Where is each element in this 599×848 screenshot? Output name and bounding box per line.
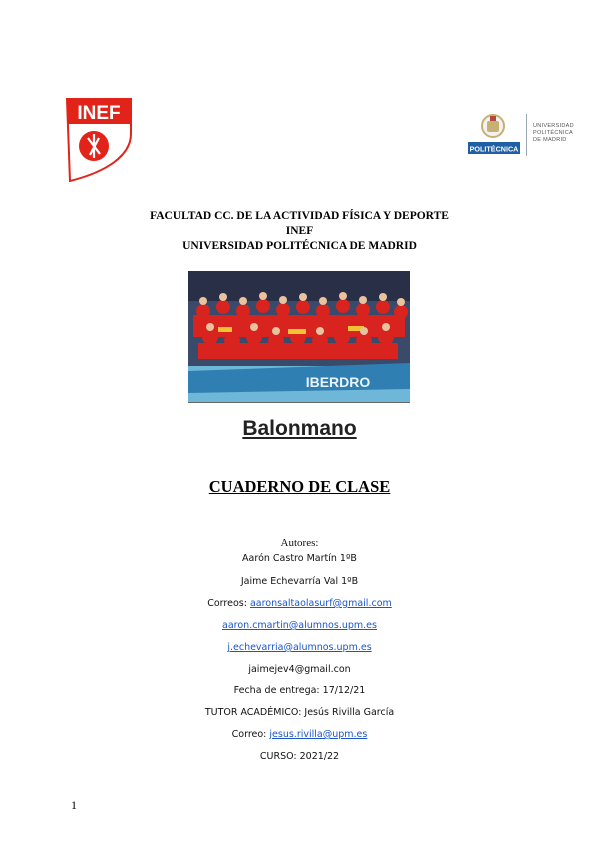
email-link[interactable]: aaron.cmartin@alumnos.upm.es (222, 620, 377, 631)
team-photo (188, 271, 410, 402)
faculty-name: FACULTAD CC. DE LA ACTIVIDAD FÍSICA Y DEPORTE (150, 210, 449, 222)
upm-name-line: UNIVERSIDAD (533, 123, 574, 129)
tutor-email-line (0, 729, 599, 740)
tutor-name: TUTOR ACADÉMICO: Jesús Rivilla García (204, 707, 395, 718)
document-subtitle: CUADERNO DE CLASE (208, 477, 391, 496)
inef-logo-text: INEF (77, 103, 121, 124)
faculty-header (0, 209, 599, 254)
upm-logo (464, 112, 574, 158)
tutor-email-link[interactable]: jesus.rivilla@upm.es (269, 729, 368, 740)
email-text: jaimejev4@gmail.con (248, 664, 351, 675)
emails-label: Correos: (207, 598, 250, 609)
logo-separator (526, 114, 527, 156)
upm-name-line: POLITÉCNICA (533, 130, 573, 136)
email-line (0, 642, 599, 653)
inef-logo (66, 98, 132, 182)
email-link[interactable]: j.echevarria@alumnos.upm.es (227, 642, 372, 653)
email-line (0, 620, 599, 631)
upm-name-line: DE MADRID (533, 137, 567, 143)
author-name: Jaime Echevarría Val 1ºB (240, 576, 359, 587)
page-number: 1 (71, 798, 77, 812)
tutor-email-label: Correo: (231, 729, 270, 740)
photo-divider (188, 402, 410, 403)
upm-badge-text: POLITÉCNICA (469, 144, 519, 154)
course-year: CURSO: 2021/22 (259, 751, 340, 762)
authors-heading: Autores: (280, 537, 319, 549)
document-title: Balonmano (242, 417, 357, 440)
email-link[interactable]: aaronsaltaolasurf@gmail.com (249, 598, 392, 609)
university-name: UNIVERSIDAD POLITÉCNICA DE MADRID (182, 240, 417, 252)
banner-text: IBERDRO (305, 374, 371, 390)
institute-name: INEF (285, 225, 314, 237)
delivery-date: Fecha de entrega: 17/12/21 (233, 685, 366, 696)
emails-line (0, 598, 599, 609)
upm-name (533, 123, 574, 144)
author-name: Aarón Castro Martín 1ºB (242, 553, 357, 564)
